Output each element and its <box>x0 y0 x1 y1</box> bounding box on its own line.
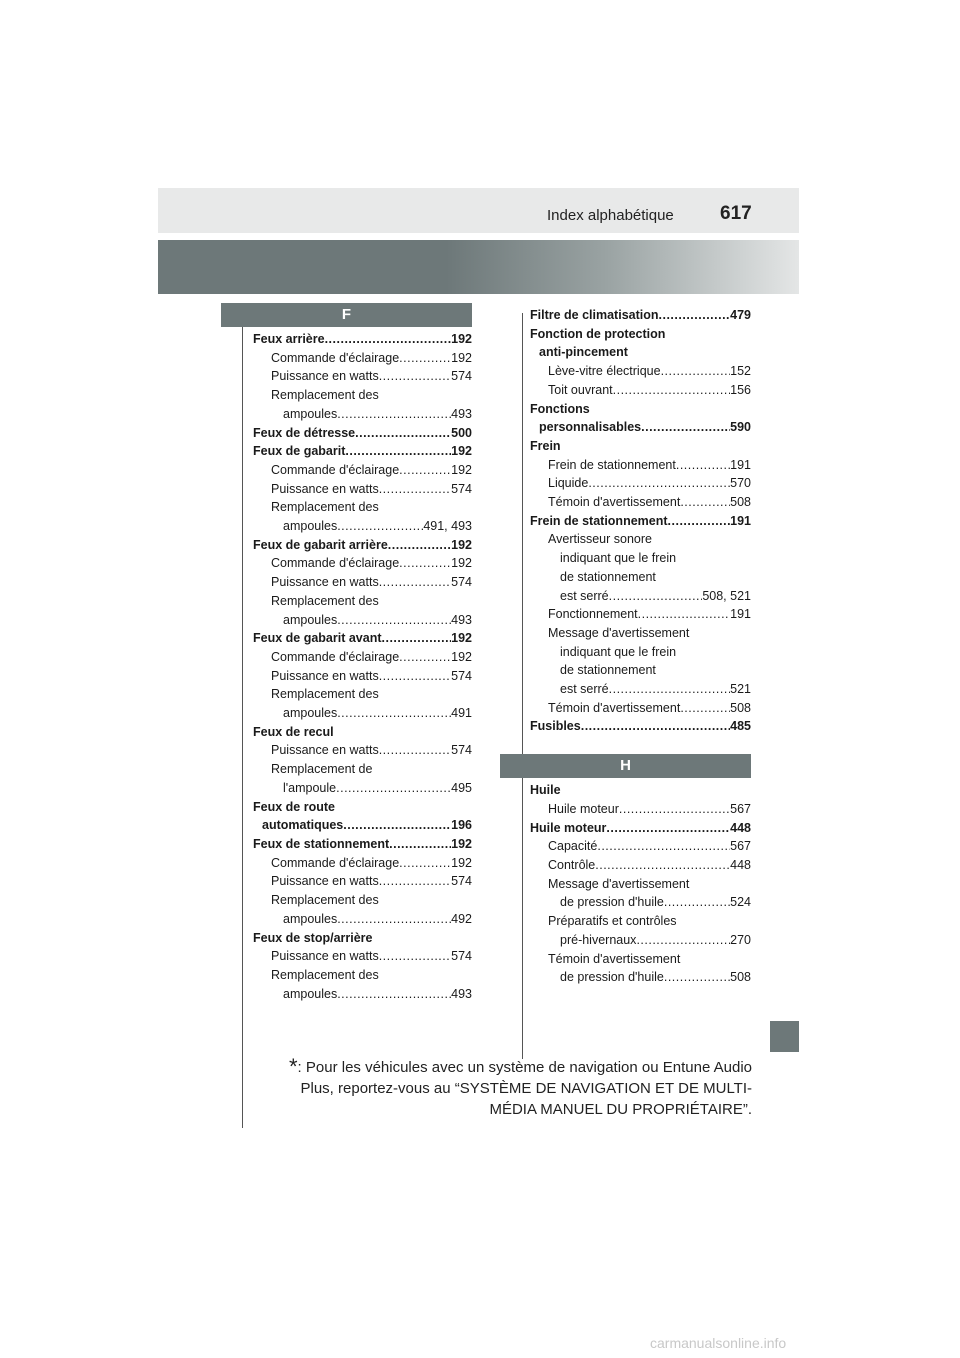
entry-leader-dots <box>379 667 451 686</box>
entry-label: Remplacement des <box>271 687 379 702</box>
entry-label: Feux arrière <box>253 332 325 346</box>
index-entry <box>253 592 472 611</box>
entry-leader-dots <box>641 418 730 437</box>
index-entry <box>253 929 472 948</box>
entry-page: 192 <box>451 631 472 646</box>
entry-label: Commande d'éclairage <box>271 556 400 571</box>
entry-leader-dots <box>325 330 452 349</box>
entry-page: 567 <box>730 839 751 854</box>
entry-label: pré-hivernaux <box>560 932 637 947</box>
entry-leader-dots <box>606 819 730 838</box>
entry-label: Remplacement des <box>271 893 379 908</box>
entry-label: Frein de stationnement <box>530 513 668 528</box>
index-entry <box>530 781 751 800</box>
entry-label: Commande d'éclairage <box>271 855 400 870</box>
index-entry <box>253 966 472 985</box>
entry-label: Feux de détresse <box>253 425 356 440</box>
index-entry <box>530 418 751 437</box>
index-entry <box>530 875 751 894</box>
entry-label: Commande d'éclairage <box>271 649 400 664</box>
entry-leader-dots <box>680 699 730 718</box>
entry-page: 508 <box>730 700 751 715</box>
entry-page: 448 <box>730 857 751 872</box>
entry-page: 521 <box>730 682 751 697</box>
entry-leader-dots <box>595 856 730 875</box>
index-entry <box>253 891 472 910</box>
entry-label: Remplacement des <box>271 500 379 515</box>
header-title: Index alphabétique <box>547 207 674 224</box>
entry-leader-dots <box>664 893 730 912</box>
entry-leader-dots <box>597 837 730 856</box>
entry-label: Puissance en watts <box>271 874 379 889</box>
index-entry <box>530 493 751 512</box>
index-entry <box>253 947 472 966</box>
entry-label: de pression d'huile <box>560 970 664 985</box>
index-entry <box>253 461 472 480</box>
index-entry <box>253 330 472 349</box>
index-entry <box>253 723 472 742</box>
right-h-entries <box>530 781 751 987</box>
entry-leader-dots <box>581 717 730 736</box>
index-entry <box>530 950 751 969</box>
entry-label: ampoules <box>283 406 338 421</box>
index-entry <box>253 704 472 723</box>
entry-label: Fonctionnement <box>548 607 638 622</box>
entry-page: 152 <box>730 364 751 379</box>
entry-leader-dots <box>638 605 731 624</box>
entry-label: Témoin d'avertissement <box>548 700 681 715</box>
index-entry <box>530 624 751 643</box>
index-entry <box>253 816 472 835</box>
index-entry <box>253 424 472 443</box>
entry-label: indiquant que le frein <box>560 644 677 659</box>
entry-leader-dots <box>389 835 451 854</box>
entry-leader-dots <box>588 474 730 493</box>
index-entry <box>253 498 472 517</box>
entry-label: Lève-vitre électrique <box>548 364 661 379</box>
entry-label: Toit ouvrant <box>548 382 613 397</box>
entry-page: 500 <box>451 425 472 440</box>
entry-page: 191 <box>730 513 751 528</box>
index-entry <box>253 760 472 779</box>
index-entry <box>253 667 472 686</box>
entry-page: 192 <box>451 556 472 571</box>
index-entry <box>530 549 751 568</box>
entry-label: personnalisables <box>539 420 642 435</box>
entry-label: de stationnement <box>560 569 656 584</box>
index-entry <box>253 554 472 573</box>
entry-leader-dots <box>337 910 451 929</box>
entry-leader-dots <box>636 931 730 950</box>
entry-leader-dots <box>337 985 451 1004</box>
index-entry <box>253 480 472 499</box>
entry-label: Remplacement des <box>271 388 379 403</box>
entry-leader-dots <box>613 381 731 400</box>
entry-leader-dots <box>379 573 451 592</box>
entry-label: automatiques <box>262 818 344 833</box>
left-divider <box>242 303 243 1128</box>
index-entry <box>253 798 472 817</box>
index-entry <box>253 779 472 798</box>
index-entry <box>253 629 472 648</box>
entry-label: Commande d'éclairage <box>271 350 400 365</box>
entry-label: Huile <box>530 783 561 798</box>
entry-label: ampoules <box>283 519 338 534</box>
entry-page: 192 <box>451 462 472 477</box>
entry-label: Commande d'éclairage <box>271 462 400 477</box>
entry-leader-dots <box>609 587 703 606</box>
entry-leader-dots <box>664 968 730 987</box>
index-entry <box>530 325 751 344</box>
index-entry <box>530 680 751 699</box>
index-entry <box>253 854 472 873</box>
entry-page: 508 <box>730 970 751 985</box>
entry-page: 191 <box>730 607 751 622</box>
entry-page: 192 <box>451 350 472 365</box>
index-entry <box>530 530 751 549</box>
index-entry <box>530 856 751 875</box>
entry-label: Feux de gabarit <box>253 444 346 459</box>
index-entry <box>253 573 472 592</box>
index-entry <box>530 661 751 680</box>
entry-leader-dots <box>680 493 730 512</box>
entry-page: 479 <box>730 308 751 322</box>
entry-page: 508 <box>730 495 751 510</box>
entry-leader-dots <box>379 947 451 966</box>
entry-label: Puissance en watts <box>271 575 379 590</box>
index-entry <box>530 381 751 400</box>
page-number: 617 <box>720 203 752 224</box>
entry-leader-dots <box>337 405 451 424</box>
index-entry <box>253 367 472 386</box>
entry-label: Huile moteur <box>548 801 619 816</box>
entry-label: ampoules <box>283 986 338 1001</box>
entry-page: 192 <box>451 649 472 664</box>
center-divider <box>522 313 523 1059</box>
index-entry <box>530 968 751 987</box>
entry-leader-dots <box>379 741 451 760</box>
index-entry <box>530 717 751 736</box>
index-entry <box>253 386 472 405</box>
entry-leader-dots <box>336 779 451 798</box>
entry-page: 574 <box>451 743 472 758</box>
index-entry <box>530 456 751 475</box>
entry-label: Fonctions <box>530 401 590 416</box>
entry-page: 574 <box>451 668 472 683</box>
left-column <box>253 303 472 1003</box>
entry-page: 495 <box>451 780 472 795</box>
index-entry <box>530 931 751 950</box>
entry-label: Huile moteur <box>530 820 607 835</box>
entry-page: 191 <box>730 457 751 472</box>
entry-label: Feux de gabarit arrière <box>253 537 388 552</box>
entry-label: Feux de stop/arrière <box>253 930 373 945</box>
entry-page: 192 <box>451 537 472 552</box>
entry-leader-dots <box>659 306 731 325</box>
index-entry <box>530 400 751 419</box>
entry-label: Puissance en watts <box>271 668 379 683</box>
header-band <box>158 240 799 294</box>
index-entry <box>530 893 751 912</box>
entry-label: Frein <box>530 438 561 453</box>
entry-label: Fusibles <box>530 719 581 734</box>
entry-leader-dots <box>388 536 451 555</box>
index-entry <box>253 685 472 704</box>
index-entry <box>530 837 751 856</box>
entry-label: de pression d'huile <box>560 895 664 910</box>
entry-label: Puissance en watts <box>271 949 379 964</box>
entry-page: 574 <box>451 949 472 964</box>
entry-page: 574 <box>451 575 472 590</box>
index-entry <box>253 405 472 424</box>
entry-leader-dots <box>345 442 451 461</box>
index-entry <box>530 819 751 838</box>
index-entry <box>530 437 751 456</box>
right-f-entries <box>530 306 751 736</box>
entry-page: 508, 521 <box>702 588 751 603</box>
entry-label: anti-pincement <box>539 345 628 360</box>
entry-label: Liquide <box>548 476 589 491</box>
entry-page: 196 <box>451 818 472 833</box>
entry-leader-dots <box>382 629 452 648</box>
entry-page: 485 <box>730 719 751 734</box>
entry-label: Feux de recul <box>253 724 334 739</box>
footnote <box>262 1056 752 1120</box>
entry-page: 492 <box>451 911 472 926</box>
entry-label: Puissance en watts <box>271 481 379 496</box>
entry-leader-dots <box>619 800 730 819</box>
entry-leader-dots <box>399 648 451 667</box>
index-entry <box>530 699 751 718</box>
entry-leader-dots <box>337 611 451 630</box>
entry-label: est serré <box>560 588 609 603</box>
chapter-tab <box>770 1021 799 1052</box>
entry-page: 156 <box>730 382 751 397</box>
entry-page: 491 <box>451 706 472 721</box>
entry-label: de stationnement <box>560 663 656 678</box>
entry-label: l'ampoule <box>283 780 337 795</box>
entry-label: ampoules <box>283 612 338 627</box>
entry-label: Préparatifs et contrôles <box>548 914 677 929</box>
index-entry <box>530 474 751 493</box>
index-entry <box>530 912 751 931</box>
index-entry <box>530 800 751 819</box>
entry-page: 493 <box>451 406 472 421</box>
entry-label: Message d'avertissement <box>548 876 690 891</box>
index-entry <box>253 349 472 368</box>
entry-label: Feux de gabarit avant <box>253 631 382 646</box>
entry-leader-dots <box>343 816 451 835</box>
index-entry <box>253 442 472 461</box>
index-entry <box>530 343 751 362</box>
entry-page: 192 <box>451 444 472 459</box>
entry-leader-dots <box>399 349 451 368</box>
index-entry <box>530 362 751 381</box>
entry-label: Remplacement de <box>271 762 373 777</box>
entry-leader-dots <box>399 554 451 573</box>
index-entry <box>253 741 472 760</box>
entry-leader-dots <box>676 456 730 475</box>
entry-page: 524 <box>730 895 751 910</box>
index-entry <box>530 643 751 662</box>
index-entry <box>253 648 472 667</box>
entry-leader-dots <box>399 461 451 480</box>
index-entry <box>530 587 751 606</box>
index-entry <box>530 512 751 531</box>
entry-label: Témoin d'avertissement <box>548 951 681 966</box>
index-entry <box>253 835 472 854</box>
entry-label: Feux de route <box>253 799 335 814</box>
entry-leader-dots <box>609 680 731 699</box>
entry-page: 590 <box>730 420 751 435</box>
entry-leader-dots <box>399 854 451 873</box>
entry-page: 448 <box>730 820 751 835</box>
index-entry <box>253 517 472 536</box>
entry-label: indiquant que le frein <box>560 551 677 566</box>
entry-leader-dots <box>337 517 423 536</box>
entry-label: ampoules <box>283 706 338 721</box>
index-entry <box>530 568 751 587</box>
footnote-text: : Pour les véhicules avec un système de navigation ou Entune Audio Plus, reportez-vous au “SYSTÈME DE NAVIGATION ET DE MULTI-MÉDIA MANUEL DU PROPRIÉTAIRE”. <box>297 1059 752 1118</box>
entry-page: 493 <box>451 612 472 627</box>
entry-page: 192 <box>451 855 472 870</box>
index-entry <box>530 306 751 325</box>
index-entry <box>253 611 472 630</box>
entry-leader-dots <box>379 367 451 386</box>
entry-label: Puissance en watts <box>271 369 379 384</box>
entry-label: Avertisseur sonore <box>548 532 652 547</box>
entry-page: 491, 493 <box>423 519 472 534</box>
right-column <box>530 306 751 987</box>
footnote-star: * <box>288 1054 298 1079</box>
index-entry <box>530 605 751 624</box>
entry-label: Remplacement des <box>271 967 379 982</box>
entry-leader-dots <box>661 362 731 381</box>
entry-page: 493 <box>451 986 472 1001</box>
entry-page: 574 <box>451 369 472 384</box>
index-entry <box>253 910 472 929</box>
entry-label: Contrôle <box>548 857 596 872</box>
entry-page: 567 <box>730 801 751 816</box>
entry-label: ampoules <box>283 911 338 926</box>
entry-leader-dots <box>379 872 451 891</box>
entry-leader-dots <box>337 704 451 723</box>
section-header-f: F <box>221 303 472 327</box>
entry-label: Témoin d'avertissement <box>548 495 681 510</box>
entry-label: Feux de stationnement <box>253 836 390 851</box>
entry-label: Fonction de protection <box>530 326 666 341</box>
entry-label: Frein de stationnement <box>548 457 676 472</box>
entry-label: Puissance en watts <box>271 743 379 758</box>
entry-page: 574 <box>451 874 472 889</box>
entry-page: 270 <box>730 932 751 947</box>
entry-page: 192 <box>451 332 472 346</box>
entry-page: 574 <box>451 481 472 496</box>
entry-page: 192 <box>451 836 472 851</box>
entry-leader-dots <box>379 480 451 499</box>
entry-leader-dots <box>668 512 731 531</box>
section-header-h: H <box>500 754 751 778</box>
entry-page: 570 <box>730 476 751 491</box>
entry-label: Message d'avertissement <box>548 625 690 640</box>
index-entry <box>253 985 472 1004</box>
entry-label: Capacité <box>548 839 598 854</box>
entry-leader-dots <box>355 424 451 443</box>
entry-label: Remplacement des <box>271 593 379 608</box>
header-bar <box>158 188 799 233</box>
watermark: carmanualsonline.info <box>650 1335 787 1351</box>
left-entries <box>253 330 472 1003</box>
entry-label: Filtre de climatisation <box>530 308 659 322</box>
index-entry <box>253 872 472 891</box>
entry-label: est serré <box>560 682 609 697</box>
index-entry <box>253 536 472 555</box>
